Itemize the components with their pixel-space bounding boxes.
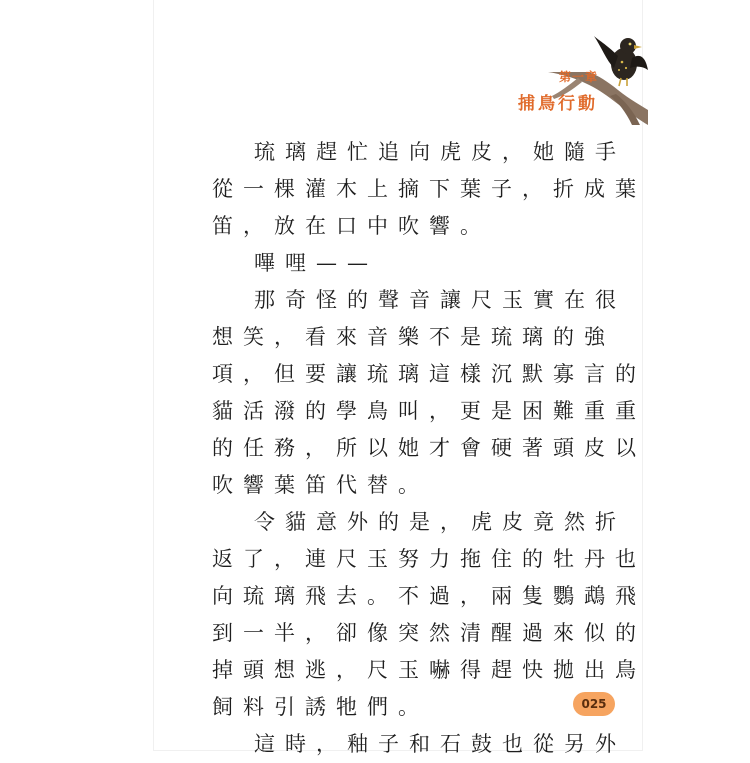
text-line: 那奇怪的聲音讓尺玉實在很 (254, 288, 626, 312)
text-line: 的任務，所以她才會硬著頭皮以 (212, 436, 646, 460)
text-line: 吹響葉笛代替。 (212, 473, 429, 497)
text-line: 向琉璃飛去。不過，兩隻鸚鵡飛 (212, 584, 646, 608)
text-line: 飼料引誘牠們。 (212, 695, 429, 719)
chapter-title: 捕鳥行動 (518, 94, 598, 114)
chapter-header (518, 68, 598, 114)
text-line: 到一半，卻像突然清醒過來似的 (212, 621, 646, 645)
text-line: 項，但要讓琉璃這樣沉默寡言的 (212, 362, 646, 386)
text-line: 笛，放在口中吹響。 (212, 214, 491, 238)
page-number-badge: 025 (573, 692, 615, 716)
text-line: 掉頭想逃，尺玉嚇得趕快拋出鳥 (212, 658, 646, 682)
text-line: 貓活潑的學鳥叫，更是困難重重 (212, 399, 646, 423)
text-line: 令貓意外的是，虎皮竟然折 (254, 510, 626, 534)
text-line: 這時，釉子和石鼓也從另外 (254, 732, 626, 756)
chapter-number: 第一章 (558, 70, 598, 84)
text-line: 琉璃趕忙追向虎皮，她隨手 (254, 140, 626, 164)
text-line: 從一棵灌木上摘下葉子，折成葉 (212, 177, 646, 201)
text-line: 返了，連尺玉努力拖住的牡丹也 (212, 547, 646, 571)
text-line: 嗶哩—— (254, 251, 378, 275)
text-line: 想笑，看來音樂不是琉璃的強 (212, 325, 615, 349)
